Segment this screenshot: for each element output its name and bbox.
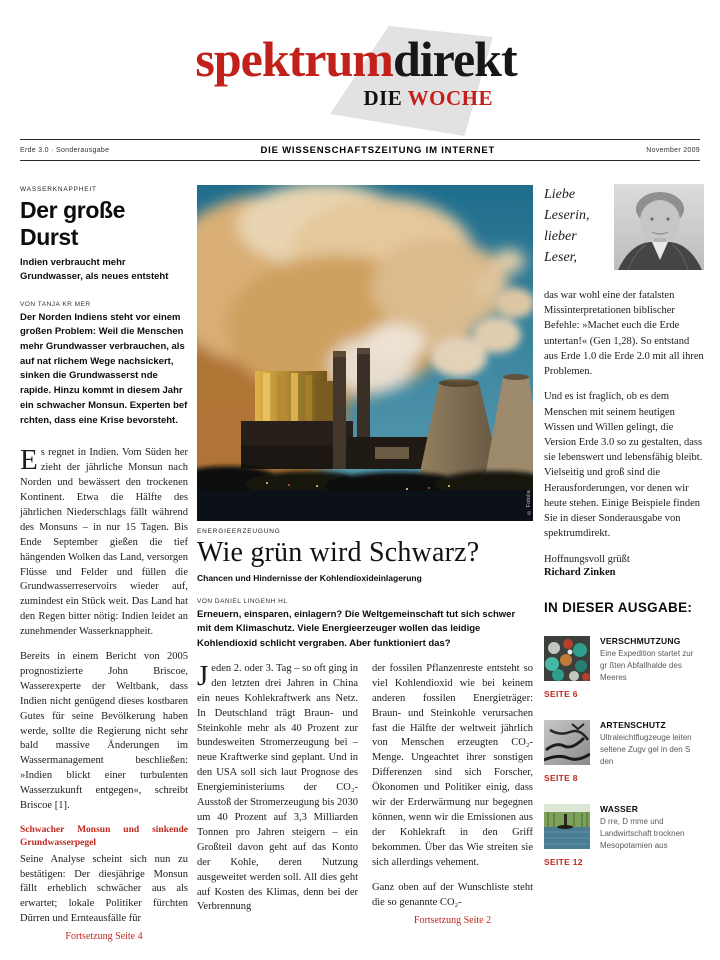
editorial-salutation: Liebe Leserin, lieber Leser, xyxy=(544,187,590,265)
article-body-columns xyxy=(197,659,533,929)
toc-category: ARTENSCHUTZ xyxy=(600,719,666,730)
article-water-shortage xyxy=(20,186,188,942)
logo xyxy=(175,31,537,87)
drop-cap: E xyxy=(20,444,38,477)
drop-cap: J xyxy=(197,659,209,692)
paragraph-text: eden 2. oder 3. Tag – so oft ging in den letzten drei Jahren in China ein neues Kohlekraftwerk ans Netz. In Deutschland trägt Braun- und Steinkohle mehr als 40 Prozent zur bundesweiten Stromerzeugung bei – neue Kraftwerke sind geplant. Und in den USA soll sich laut Prognose des Energieministeriums der CO₂-Ausstoß der Stromerzeugung bis 2030 um 40 Prozent auf 3,3 Milliarden Tonnen pro Jahren steigern – ein Großteil davon geht auf das Konto der Kohle, deren Nutzung ausgeweitet werden soll. All dies geht auf Kosten des Klimas, denn bei der Verbrennung xyxy=(197,662,358,913)
toc-description: D rre, D mme und Landwirtschaft trocknen Mesopotamien aus xyxy=(600,816,685,850)
article-headline: Wie grün wird Schwarz? xyxy=(197,537,480,568)
power-plant-photo xyxy=(197,185,533,521)
article-headline: Der große Durst xyxy=(20,197,126,250)
power-plant-illustration xyxy=(197,185,533,521)
tagline-red: WOCHE xyxy=(407,86,493,110)
editorial-body xyxy=(544,288,704,578)
article-subhead: Indien verbraucht mehr Grundwasser, als neues entsteht xyxy=(20,257,169,283)
toc-item-artenschutz xyxy=(544,720,704,783)
paragraph: Und es ist fraglich, ob es dem Menschen mit seinem heutigen Wissen und Willen gelingt, die Version Erde 3.0 so zu gestalten, dass sie lebenswert und lebensfähig bleibt. Vielseitig und groß sind die Herausforderungen, vor denen wir heute stehen. Einige Beispiele finden Sie in dieser Sonderausgabe von spektrumdirekt. xyxy=(544,391,703,540)
article-lead: Erneuern, einsparen, einlagern? Die Weltgemeinschaft tut sich schwer mit dem Klimaschutz. Viele Energieerzeuger wollen das leidige Kohlendioxid schlicht vergraben. Aber funktioniert das? xyxy=(197,608,516,650)
paragraph-text: s regnet in Indien. Vom Süden her zieht der jährliche Monsun nach Norden und bewässert den trockenen Kontinent. Etwa die Hälfte des jährlichen Niederschlags fällt während des Monsuns – in nur 15 Tagen. Bis Ende September gießen die tief hängenden Wolken das Land, versorgen Flüsse und Felder und füllen die Grundwasserreservoirs wieder auf, zumindest ein Stück weit. Das Land hat den Regen bitter nötig: Indien leidet an zunehmender Wasserknappheit. xyxy=(20,447,188,638)
editor-portrait xyxy=(614,184,704,270)
edition-label: Erde 3.0 · Sonderausgabe xyxy=(20,146,110,154)
article-byline: VON TANJA KR MER xyxy=(20,300,91,308)
paragraph: Seine Analyse scheint sich nun zu bestätigen: Der diesjährige Monsun fällt erheblich schwächer aus als erwartet; lokale Politiker fürchten Dürren und Ernteausfälle für xyxy=(20,853,188,925)
continuation-note: Fortsetzung Seite 2 xyxy=(413,915,492,927)
editor-signature: Richard Zinken xyxy=(544,566,616,578)
marsh-thumbnail xyxy=(544,804,590,849)
tagline-black: DIE xyxy=(363,86,408,110)
crosshead-red: Schwacher Monsun und sinkende Grundwasserpegel xyxy=(20,825,188,848)
paragraph xyxy=(197,659,358,915)
header-bar xyxy=(20,139,700,161)
paragraph: Bereits in einem Bericht von 2005 prognostizierte John Briscoe, Wasserexperte der Weltbank, dass Indien nicht genügend dieses kostbaren Gutes für seine Bevölkerung haben werde, sollte die Regierung nicht sehr bald massive Änderungen im Wassermanagement beschließen: »Indien blickt einer turbulenten Wasserzukunft entgegen«, schreibt Briscoe [1]. xyxy=(20,651,188,812)
article-coal-energy xyxy=(197,185,533,929)
trash-thumbnail xyxy=(544,636,590,681)
photo-credit: © Fotolia xyxy=(526,489,532,515)
logo-tagline xyxy=(175,86,537,111)
toc-description: Ultraleichtflugzeuge leiten seltene Zugv gel in den S den xyxy=(600,732,692,766)
paragraph: das war wohl eine der fatalsten Missinterpretationen biblischer Befehle: »Machet euch die Erde untertan!« (Gen 1,28). So entstand aus Erde 1.0 die Erde 2.0 mit all ihren Problemen. xyxy=(544,290,704,378)
masthead xyxy=(175,31,537,111)
body-column-2 xyxy=(372,662,533,929)
article-body xyxy=(20,446,188,927)
toc-description: Eine Expedition startet zur gr ßten Abfallhalde des Meeres xyxy=(600,648,694,682)
continuation-note: Fortsetzung Seite 4 xyxy=(65,931,143,943)
toc-category: VERSCHMUTZUNG xyxy=(600,635,681,646)
toc-heading: IN DIESER AUSGABE: xyxy=(544,599,693,615)
editorial-column xyxy=(544,184,704,867)
issue-date: November 2009 xyxy=(646,146,700,154)
article-subhead: Chancen und Hindernisse der Kohlendioxideinlagerung xyxy=(197,573,422,583)
logo-text-red: spektrum xyxy=(195,31,393,87)
article-kicker: ENERGIEERZEUGUNG xyxy=(197,528,281,535)
portrait-illustration xyxy=(614,184,704,270)
article-lead: Der Norden Indiens steht vor einem großen Problem: Weil die Menschen mehr Grundwasser verbrauchen, als auf nat rlichem Wege nachsickert, sinken die Grundwasserst nde rapide. Hinzu kommt in diesem Jahr ein schwacher Monsun. Experten bef rchten, dass eine Krise bevorsteht. xyxy=(20,311,188,426)
toc-item-wasser xyxy=(544,804,704,867)
editorial-header xyxy=(544,184,704,270)
paragraph: der fossilen Pflanzenreste entsteht so viel Kohlendioxid wie bei keinem anderen fossilen Energieträger: Braun- und Steinkohle verursachen fast die Hälfte der weltweit jährlich von Menschen erzeugten CO₂-Menge. Ungeachtet ihrer sonstigen Differenzen sind sich Forscher, Ökonomen und Politiker einig, dass wir der Erderwärmung nur begegnen können, wenn wir die Emissionen aus der Kohlekraft in den Griff bekommen. Über das Wie streiten sie sich allerdings vehement. xyxy=(372,662,533,868)
toc-page-ref: SEITE 12 xyxy=(544,856,583,867)
paragraph: Ganz oben auf der Wunschliste steht die so genannte CO₂- xyxy=(372,881,533,908)
logo-text-black: direkt xyxy=(392,31,517,87)
article-byline: VON DANIEL LINGENH HL xyxy=(197,597,288,605)
toc-item-verschmutzung xyxy=(544,636,704,699)
article-kicker: WASSERKNAPPHEIT xyxy=(20,186,97,193)
toc-page-ref: SEITE 6 xyxy=(544,688,578,699)
toc-category: WASSER xyxy=(600,803,639,814)
editorial-closing: Hoffnungsvoll grüßt xyxy=(544,553,630,565)
toc-page-ref: SEITE 8 xyxy=(544,772,578,783)
body-column-1 xyxy=(197,659,358,929)
paragraph xyxy=(20,446,188,640)
publication-subtitle: DIE WISSENSCHAFTSZEITUNG IM INTERNET xyxy=(260,144,496,156)
birds-thumbnail xyxy=(544,720,590,765)
